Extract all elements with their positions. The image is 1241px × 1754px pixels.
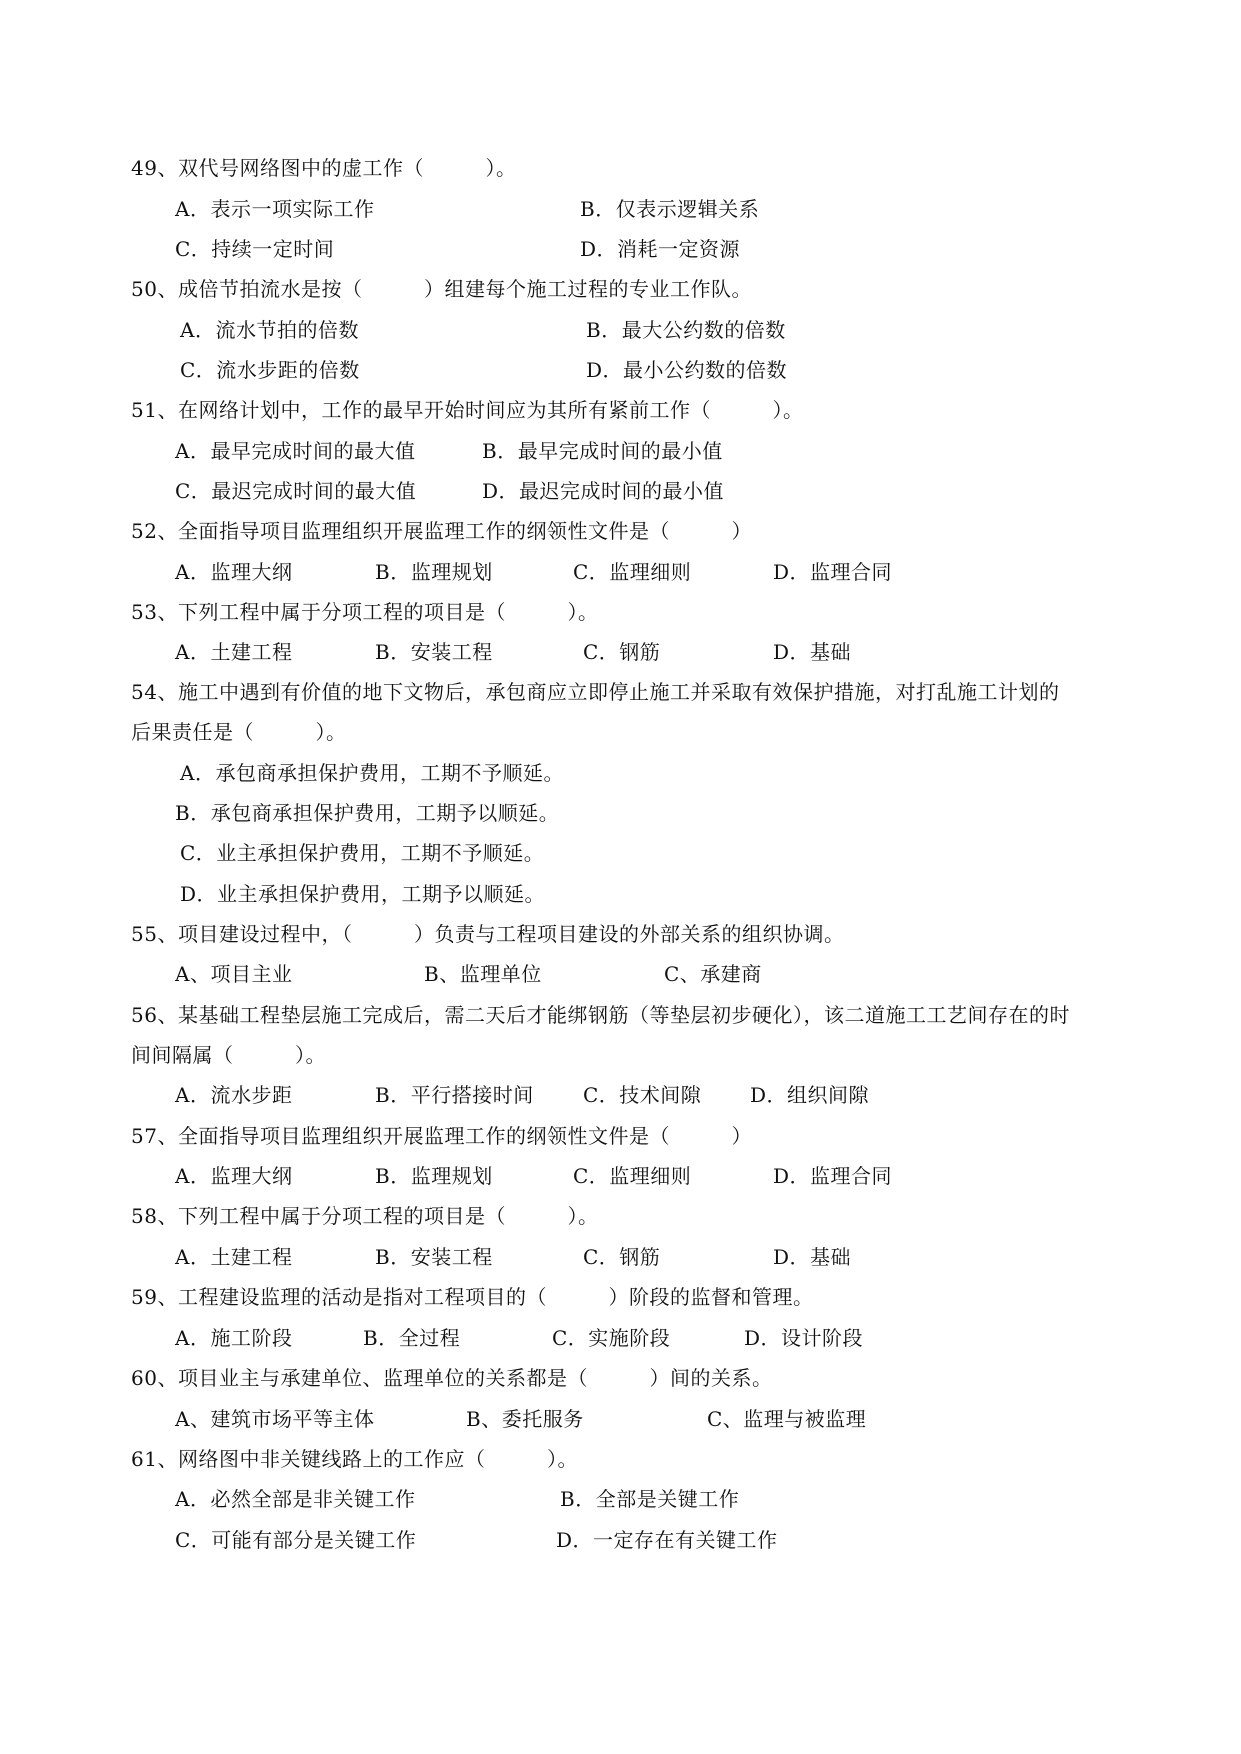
question-54-option-d: D．业主承担保护费用，工期予以顺延。 — [180, 882, 546, 906]
question-54-option-a: A．承包商承担保护费用，工期不予顺延。 — [180, 761, 564, 785]
question-61-option-c: C．可能有部分是关键工作 — [175, 1528, 417, 1552]
question-56-option-d: D．组织间隙 — [750, 1083, 870, 1107]
question-56-stem-line-2: 间间隔属（ ）。 — [131, 1043, 326, 1067]
question-52-option-a: A．监理大纲 — [175, 560, 293, 584]
question-57-stem: 57、全面指导项目监理组织开展监理工作的纲领性文件是（ ） — [131, 1124, 752, 1148]
question-54-stem-line-1: 54、施工中遇到有价值的地下文物后，承包商应立即停止施工并采取有效保护措施，对打乱施工计划的 — [131, 680, 1060, 704]
question-53-option-d: D．基础 — [773, 640, 852, 664]
question-49-option-c: C．持续一定时间 — [175, 237, 335, 261]
question-55-option-c: C、承建商 — [664, 962, 762, 986]
question-49-option-b: B．仅表示逻辑关系 — [580, 197, 760, 221]
question-52-option-d: D．监理合同 — [773, 560, 893, 584]
question-58-option-c: C．钢筋 — [583, 1245, 661, 1269]
question-56-option-b: B．平行搭接时间 — [375, 1083, 534, 1107]
question-49-option-a: A．表示一项实际工作 — [175, 197, 375, 221]
question-50-option-c: C．流水步距的倍数 — [180, 358, 360, 382]
question-59-stem: 59、工程建设监理的活动是指对工程项目的（ ）阶段的监督和管理。 — [131, 1285, 814, 1309]
question-61-option-b: B．全部是关键工作 — [560, 1487, 740, 1511]
question-50-stem: 50、成倍节拍流水是按（ ）组建每个施工过程的专业工作队。 — [131, 277, 752, 301]
question-51-option-c: C．最迟完成时间的最大值 — [175, 479, 417, 503]
question-50-option-b: B．最大公约数的倍数 — [586, 318, 786, 342]
question-51-option-b: B．最早完成时间的最小值 — [482, 439, 723, 463]
question-52-option-b: B．监理规划 — [375, 560, 493, 584]
question-53-option-c: C．钢筋 — [583, 640, 661, 664]
question-61-option-d: D．一定存在有关键工作 — [556, 1528, 778, 1552]
question-54-option-b: B．承包商承担保护费用，工期予以顺延。 — [175, 801, 560, 825]
question-59-option-b: B．全过程 — [363, 1326, 461, 1350]
question-59-option-c: C．实施阶段 — [552, 1326, 671, 1350]
question-59-option-d: D．设计阶段 — [744, 1326, 864, 1350]
question-58-option-d: D．基础 — [773, 1245, 852, 1269]
question-60-option-b: B、委托服务 — [466, 1407, 584, 1431]
question-50-option-d: D．最小公约数的倍数 — [586, 358, 788, 382]
question-53-option-a: A．土建工程 — [175, 640, 293, 664]
question-56-option-c: C．技术间隙 — [583, 1083, 702, 1107]
question-61-option-a: A．必然全部是非关键工作 — [175, 1487, 416, 1511]
question-56-stem-line-1: 56、某基础工程垫层施工完成后，需二天后才能绑钢筋（等垫层初步硬化），该二道施工工艺间存在的时 — [131, 1003, 1070, 1027]
question-52-stem: 52、全面指导项目监理组织开展监理工作的纲领性文件是（ ） — [131, 519, 752, 543]
question-60-option-c: C、监理与被监理 — [707, 1407, 867, 1431]
question-49-stem: 49、双代号网络图中的虚工作（ ）。 — [131, 156, 517, 180]
question-50-option-a: A．流水节拍的倍数 — [180, 318, 359, 342]
question-57-option-a: A．监理大纲 — [175, 1164, 293, 1188]
question-51-option-d: D．最迟完成时间的最小值 — [482, 479, 725, 503]
question-58-option-a: A．土建工程 — [175, 1245, 293, 1269]
question-51-stem: 51、在网络计划中，工作的最早开始时间应为其所有紧前工作（ ）。 — [131, 398, 804, 422]
question-56-option-a: A．流水步距 — [175, 1083, 293, 1107]
question-55-option-a: A、项目主业 — [175, 962, 293, 986]
question-53-option-b: B．安装工程 — [375, 640, 493, 664]
question-53-stem: 53、下列工程中属于分项工程的项目是（ ）。 — [131, 600, 599, 624]
question-60-option-a: A、建筑市场平等主体 — [175, 1407, 375, 1431]
question-55-stem: 55、项目建设过程中，（ ）负责与工程项目建设的外部关系的组织协调。 — [131, 922, 845, 946]
question-51-option-a: A．最早完成时间的最大值 — [175, 439, 416, 463]
question-58-stem: 58、下列工程中属于分项工程的项目是（ ）。 — [131, 1204, 599, 1228]
question-59-option-a: A．施工阶段 — [175, 1326, 293, 1350]
question-52-option-c: C．监理细则 — [573, 560, 692, 584]
question-55-option-b: B、监理单位 — [424, 962, 542, 986]
question-57-option-b: B．监理规划 — [375, 1164, 493, 1188]
question-54-stem-line-2: 后果责任是（ ）。 — [131, 720, 347, 744]
question-61-stem: 61、网络图中非关键线路上的工作应（ ）。 — [131, 1447, 578, 1471]
question-60-stem: 60、项目业主与承建单位、监理单位的关系都是（ ）间的关系。 — [131, 1366, 773, 1390]
question-54-option-c: C．业主承担保护费用，工期不予顺延。 — [180, 841, 545, 865]
question-57-option-c: C．监理细则 — [573, 1164, 692, 1188]
question-57-option-d: D．监理合同 — [773, 1164, 893, 1188]
question-49-option-d: D．消耗一定资源 — [580, 237, 741, 261]
question-58-option-b: B．安装工程 — [375, 1245, 493, 1269]
